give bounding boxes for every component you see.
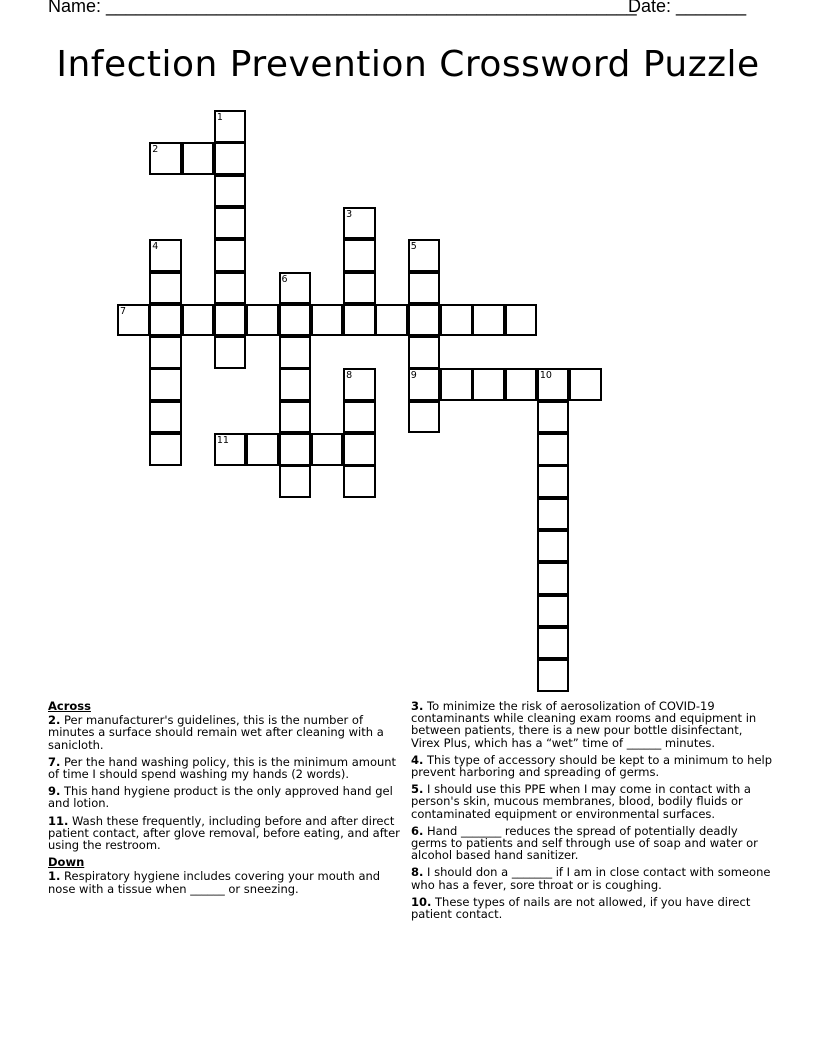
grid-cell[interactable] bbox=[214, 207, 247, 240]
grid-cell[interactable] bbox=[537, 465, 570, 498]
clue-number-label: 11 bbox=[216, 435, 229, 446]
grid-cell[interactable] bbox=[569, 368, 602, 401]
clue-number-label: 8 bbox=[346, 370, 353, 382]
clue-number-label: 10 bbox=[539, 370, 552, 382]
clue-text: To minimize the risk of aerosolization of COVID-19 contaminants while cleaning exam rooms and equipment in between patients, there is a new pour bottle disinfectant, Virex Plus, which has a “wet” time of ______ minutes. bbox=[411, 699, 757, 750]
grid-cell[interactable] bbox=[472, 304, 505, 337]
clues-right-column bbox=[411, 700, 773, 925]
grid-cell[interactable] bbox=[214, 239, 247, 272]
grid-cell[interactable] bbox=[343, 239, 376, 272]
clue-number-label: 2 bbox=[152, 144, 159, 156]
clue-text: Wash these frequently, including before and after direct patient contact, after glove removal, before eating, and after using the restroom. bbox=[48, 813, 400, 853]
grid-cell[interactable] bbox=[279, 433, 312, 466]
grid-cell[interactable] bbox=[117, 304, 150, 337]
clue-text: Hand _______ reduces the spread of potentially deadly germs to patients and self through use of soap and water or alcohol based hand sanitizer. bbox=[411, 823, 758, 863]
grid-cell[interactable] bbox=[149, 336, 182, 369]
grid-cell[interactable] bbox=[537, 530, 570, 563]
clue-across-9 bbox=[48, 785, 400, 809]
grid-cell[interactable] bbox=[246, 304, 279, 337]
grid-cell[interactable] bbox=[279, 272, 312, 305]
clue-down-3 bbox=[411, 700, 773, 749]
grid-cell[interactable] bbox=[537, 401, 570, 434]
clue-number-label: 9 bbox=[410, 370, 417, 382]
grid-cell[interactable] bbox=[214, 304, 247, 337]
grid-cell[interactable] bbox=[343, 368, 376, 401]
grid-cell[interactable] bbox=[214, 272, 247, 305]
grid-cell[interactable] bbox=[537, 433, 570, 466]
grid-cell[interactable] bbox=[149, 401, 182, 434]
grid-cell[interactable] bbox=[343, 304, 376, 337]
clue-down-4 bbox=[411, 754, 773, 778]
grid-cell[interactable] bbox=[182, 142, 215, 175]
grid-cell[interactable] bbox=[408, 336, 441, 369]
clue-number: 2. bbox=[48, 713, 61, 728]
clue-number: 1. bbox=[48, 869, 61, 884]
grid-cell[interactable] bbox=[408, 239, 441, 272]
clue-text: Per the hand washing policy, this is the minimum amount of time I should spend washing my hands (2 words). bbox=[48, 754, 397, 782]
grid-cell[interactable] bbox=[149, 142, 182, 175]
clue-number-label: 1 bbox=[216, 112, 223, 123]
grid-cell[interactable] bbox=[408, 272, 441, 305]
grid-cell[interactable] bbox=[440, 368, 473, 401]
grid-cell[interactable] bbox=[537, 498, 570, 531]
page-title: Infection Prevention Crossword Puzzle bbox=[56, 44, 760, 85]
grid-cell[interactable] bbox=[214, 433, 247, 466]
clue-number: 10. bbox=[411, 894, 432, 909]
name-field[interactable]: Name: _____________________________________________________ bbox=[48, 0, 637, 16]
grid-cell[interactable] bbox=[537, 659, 570, 692]
grid-cell[interactable] bbox=[149, 368, 182, 401]
clue-across-7 bbox=[48, 756, 400, 780]
grid-cell[interactable] bbox=[279, 304, 312, 337]
clue-text: This type of accessory should be kept to a minimum to help prevent harboring and spreading of germs. bbox=[411, 752, 773, 780]
grid-cell[interactable] bbox=[343, 401, 376, 434]
clue-number: 7. bbox=[48, 754, 61, 769]
clue-across-2 bbox=[48, 714, 400, 751]
grid-cell[interactable] bbox=[343, 272, 376, 305]
grid-cell[interactable] bbox=[279, 336, 312, 369]
clue-number-label: 3 bbox=[346, 208, 353, 220]
grid-cell[interactable] bbox=[343, 465, 376, 498]
grid-cell[interactable] bbox=[537, 562, 570, 595]
grid-cell[interactable] bbox=[311, 433, 344, 466]
clue-number: 3. bbox=[411, 699, 424, 713]
grid-cell[interactable] bbox=[505, 304, 538, 337]
grid-cell[interactable] bbox=[472, 368, 505, 401]
clue-text: I should don a _______ if I am in close contact with someone who has a fever, sore throat or is coughing. bbox=[411, 865, 771, 892]
grid-cell[interactable] bbox=[149, 239, 182, 272]
grid-cell[interactable] bbox=[375, 304, 408, 337]
grid-cell[interactable] bbox=[246, 433, 279, 466]
clue-number: 6. bbox=[411, 823, 424, 838]
clue-number-label: 7 bbox=[120, 305, 127, 317]
grid-cell[interactable] bbox=[149, 272, 182, 305]
grid-cell[interactable] bbox=[149, 433, 182, 466]
down-heading: Down bbox=[48, 855, 85, 870]
clue-down-6 bbox=[411, 825, 773, 862]
clue-text: I should use this PPE when I may come in contact with a person's skin, mucous membranes, blood, bodily fluids or contaminated equipment or environmental surfaces. bbox=[411, 782, 751, 821]
clue-number: 5. bbox=[411, 782, 424, 797]
grid-cell[interactable] bbox=[537, 627, 570, 660]
grid-cell[interactable] bbox=[408, 368, 441, 401]
clue-down-8 bbox=[411, 866, 773, 890]
clue-number: 4. bbox=[411, 752, 424, 767]
grid-cell[interactable] bbox=[214, 142, 247, 175]
clue-number-label: 5 bbox=[410, 241, 417, 253]
grid-cell[interactable] bbox=[408, 304, 441, 337]
grid-cell[interactable] bbox=[279, 401, 312, 434]
grid-cell[interactable] bbox=[214, 336, 247, 369]
grid-cell[interactable] bbox=[440, 304, 473, 337]
clue-number: 9. bbox=[48, 784, 61, 799]
clues-left-column bbox=[48, 700, 400, 900]
clue-number-label: 4 bbox=[152, 241, 159, 253]
clue-number-label: 6 bbox=[281, 273, 288, 285]
clue-number: 11. bbox=[48, 813, 69, 828]
grid-cell[interactable] bbox=[343, 433, 376, 466]
grid-cell[interactable] bbox=[343, 207, 376, 240]
grid-cell[interactable] bbox=[537, 595, 570, 628]
clue-text: These types of nails are not allowed, if you have direct patient contact. bbox=[411, 894, 751, 922]
clue-text: Respiratory hygiene includes covering your mouth and nose with a tissue when ______ or sneezing. bbox=[48, 869, 381, 896]
clue-down-10 bbox=[411, 896, 773, 920]
grid-cell[interactable] bbox=[311, 304, 344, 337]
clue-down-1 bbox=[48, 870, 400, 894]
grid-cell[interactable] bbox=[537, 368, 570, 401]
grid-cell[interactable] bbox=[214, 175, 247, 208]
grid-cell[interactable] bbox=[279, 368, 312, 401]
clue-number: 8. bbox=[411, 865, 424, 880]
grid-cell[interactable] bbox=[149, 304, 182, 337]
across-heading: Across bbox=[48, 699, 91, 713]
clue-text: Per manufacturer's guidelines, this is the number of minutes a surface should remain wet after cleaning with a sanicloth. bbox=[48, 713, 384, 752]
grid-cell[interactable] bbox=[214, 110, 247, 143]
date-field[interactable]: Date: _______ bbox=[628, 0, 747, 16]
clue-down-5 bbox=[411, 783, 773, 820]
header-line bbox=[48, 0, 768, 18]
grid-cell[interactable] bbox=[408, 401, 441, 434]
clue-text: This hand hygiene product is the only approved hand gel and lotion. bbox=[48, 784, 393, 811]
grid-cell[interactable] bbox=[279, 465, 312, 498]
grid-cell[interactable] bbox=[505, 368, 538, 401]
grid-cell[interactable] bbox=[182, 304, 215, 337]
clue-across-11 bbox=[48, 815, 400, 852]
